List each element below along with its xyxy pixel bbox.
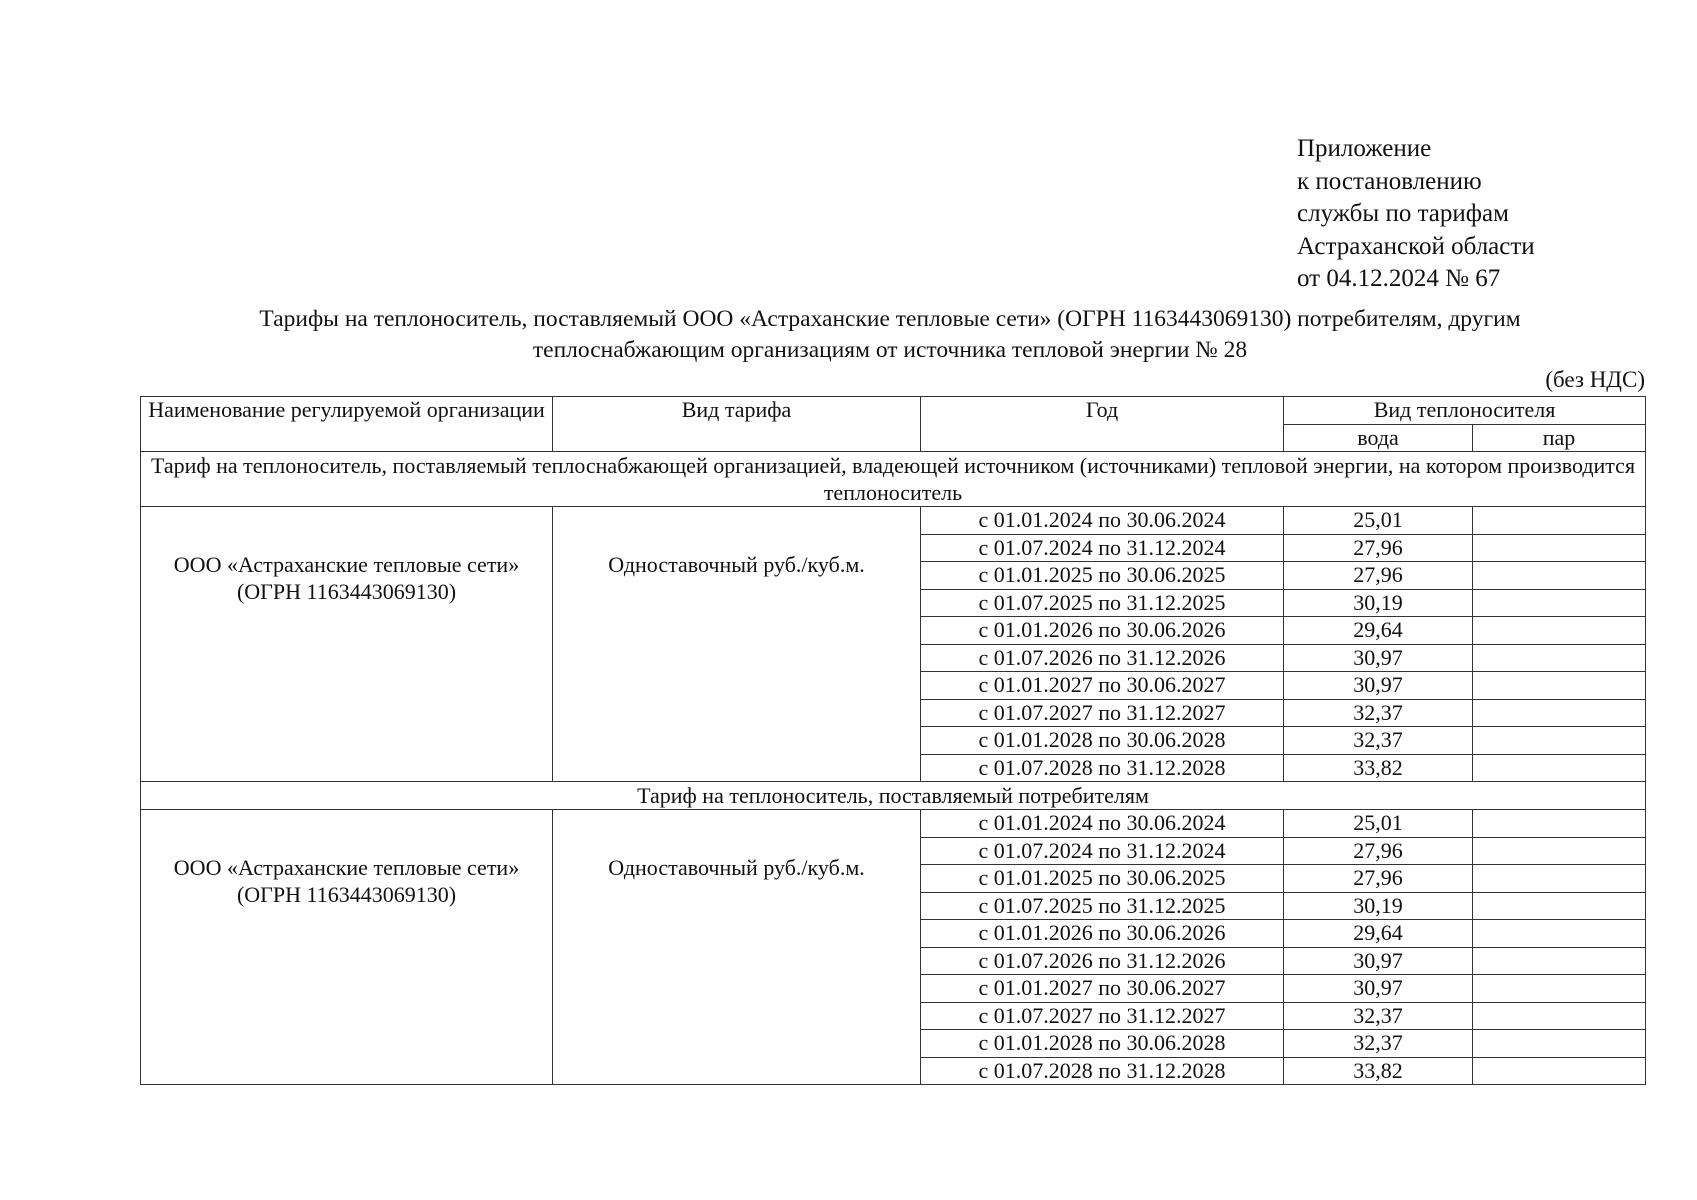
table-header-row — [141, 397, 1646, 425]
water-tariff-cell: 33,82 — [1284, 1057, 1473, 1085]
header-year: Год — [921, 397, 1284, 452]
steam-tariff-cell — [1473, 589, 1646, 617]
steam-tariff-cell — [1473, 727, 1646, 755]
org-name-cell — [141, 507, 553, 782]
header-water: вода — [1284, 424, 1473, 452]
water-tariff-cell: 29,64 — [1284, 617, 1473, 645]
steam-tariff-cell — [1473, 644, 1646, 672]
appendix-line: службы по тарифам — [1297, 200, 1509, 227]
period-cell: с 01.07.2027 по 31.12.2027 — [921, 1002, 1284, 1030]
period-cell: с 01.01.2027 по 30.06.2027 — [921, 975, 1284, 1003]
water-tariff-cell: 27,96 — [1284, 865, 1473, 893]
water-tariff-cell: 30,97 — [1284, 672, 1473, 700]
steam-tariff-cell — [1473, 892, 1646, 920]
header-carrier-type: Вид теплоносителя — [1284, 397, 1646, 425]
appendix-line: Астраханской области — [1297, 232, 1535, 260]
water-tariff-cell: 27,96 — [1284, 837, 1473, 865]
steam-tariff-cell — [1473, 810, 1646, 838]
water-tariff-cell: 30,19 — [1284, 589, 1473, 617]
appendix-line: Приложение — [1297, 135, 1432, 162]
steam-tariff-cell — [1473, 837, 1646, 865]
period-cell: с 01.07.2027 по 31.12.2027 — [921, 699, 1284, 727]
water-tariff-cell: 30,97 — [1284, 644, 1473, 672]
period-cell: с 01.01.2026 по 30.06.2026 — [921, 617, 1284, 645]
period-cell: с 01.07.2024 по 31.12.2024 — [921, 837, 1284, 865]
period-cell: с 01.01.2028 по 30.06.2028 — [921, 1030, 1284, 1058]
period-cell: с 01.01.2025 по 30.06.2025 — [921, 562, 1284, 590]
water-tariff-cell: 25,01 — [1284, 507, 1473, 535]
steam-tariff-cell — [1473, 672, 1646, 700]
period-cell: с 01.07.2025 по 31.12.2025 — [921, 589, 1284, 617]
tariff-type-cell: Одноставочный руб./куб.м. — [553, 507, 921, 782]
period-cell: с 01.07.2026 по 31.12.2026 — [921, 644, 1284, 672]
org-name: ООО «Астраханские тепловые сети» — [173, 552, 520, 577]
steam-tariff-cell — [1473, 1002, 1646, 1030]
period-cell: с 01.07.2028 по 31.12.2028 — [921, 754, 1284, 782]
document-title — [140, 304, 1640, 366]
water-tariff-cell: 30,97 — [1284, 975, 1473, 1003]
org-name-cell — [141, 810, 553, 1085]
water-tariff-cell: 30,97 — [1284, 947, 1473, 975]
tariff-table-body — [141, 397, 1646, 1085]
header-steam: пар — [1473, 424, 1646, 452]
vat-note: (без НДС) — [1545, 367, 1645, 392]
tariff-type-cell: Одноставочный руб./куб.м. — [553, 810, 921, 1085]
water-tariff-cell: 32,37 — [1284, 1030, 1473, 1058]
water-tariff-cell: 32,37 — [1284, 1002, 1473, 1030]
section-title: Тариф на теплоноситель, поставляемый потребителям — [141, 782, 1646, 810]
section-title: Тариф на теплоноситель, поставляемый теплоснабжающей организацией, владеющей источником (источниками) тепловой энергии, на котором производится теплоноситель — [141, 452, 1646, 507]
org-ogrn: (ОГРН 1163443069130) — [236, 579, 457, 604]
water-tariff-cell: 30,19 — [1284, 892, 1473, 920]
steam-tariff-cell — [1473, 1030, 1646, 1058]
period-cell: с 01.01.2028 по 30.06.2028 — [921, 727, 1284, 755]
period-cell: с 01.01.2025 по 30.06.2025 — [921, 865, 1284, 893]
water-tariff-cell: 27,96 — [1284, 562, 1473, 590]
header-tariff-type: Вид тарифа — [553, 397, 921, 452]
table-row — [141, 507, 1646, 535]
water-tariff-cell: 29,64 — [1284, 920, 1473, 948]
period-cell: с 01.01.2027 по 30.06.2027 — [921, 672, 1284, 700]
document-title-line: Тарифы на теплоноситель, поставляемый ООО «Астраханские тепловые сети» (ОГРН 1163443069130) потребителям, другим — [259, 306, 1521, 332]
header-org-name: Наименование регулируемой организации — [141, 397, 553, 452]
org-name: ООО «Астраханские тепловые сети» — [173, 855, 520, 880]
steam-tariff-cell — [1473, 865, 1646, 893]
steam-tariff-cell — [1473, 920, 1646, 948]
period-cell: с 01.07.2025 по 31.12.2025 — [921, 892, 1284, 920]
water-tariff-cell: 25,01 — [1284, 810, 1473, 838]
water-tariff-cell: 32,37 — [1284, 727, 1473, 755]
steam-tariff-cell — [1473, 534, 1646, 562]
water-tariff-cell: 33,82 — [1284, 754, 1473, 782]
section-title-row — [141, 452, 1646, 507]
period-cell: с 01.01.2024 по 30.06.2024 — [921, 507, 1284, 535]
period-cell: с 01.07.2028 по 31.12.2028 — [921, 1057, 1284, 1085]
steam-tariff-cell — [1473, 975, 1646, 1003]
org-ogrn: (ОГРН 1163443069130) — [236, 882, 457, 907]
period-cell: с 01.01.2024 по 30.06.2024 — [921, 810, 1284, 838]
section-title-row — [141, 782, 1646, 810]
water-tariff-cell: 27,96 — [1284, 534, 1473, 562]
appendix-line: к постановлению — [1297, 167, 1482, 195]
steam-tariff-cell — [1473, 699, 1646, 727]
table-row — [141, 810, 1646, 838]
steam-tariff-cell — [1473, 1057, 1646, 1085]
steam-tariff-cell — [1473, 617, 1646, 645]
steam-tariff-cell — [1473, 562, 1646, 590]
appendix-block — [1297, 133, 1535, 296]
period-cell: с 01.01.2026 по 30.06.2026 — [921, 920, 1284, 948]
appendix-line: от 04.12.2024 № 67 — [1297, 265, 1501, 292]
water-tariff-cell: 32,37 — [1284, 699, 1473, 727]
steam-tariff-cell — [1473, 507, 1646, 535]
document-title-line: теплоснабжающим организациям от источника тепловой энергии № 28 — [532, 337, 1248, 363]
period-cell: с 01.07.2024 по 31.12.2024 — [921, 534, 1284, 562]
period-cell: с 01.07.2026 по 31.12.2026 — [921, 947, 1284, 975]
tariff-table — [140, 396, 1646, 1085]
steam-tariff-cell — [1473, 947, 1646, 975]
steam-tariff-cell — [1473, 754, 1646, 782]
